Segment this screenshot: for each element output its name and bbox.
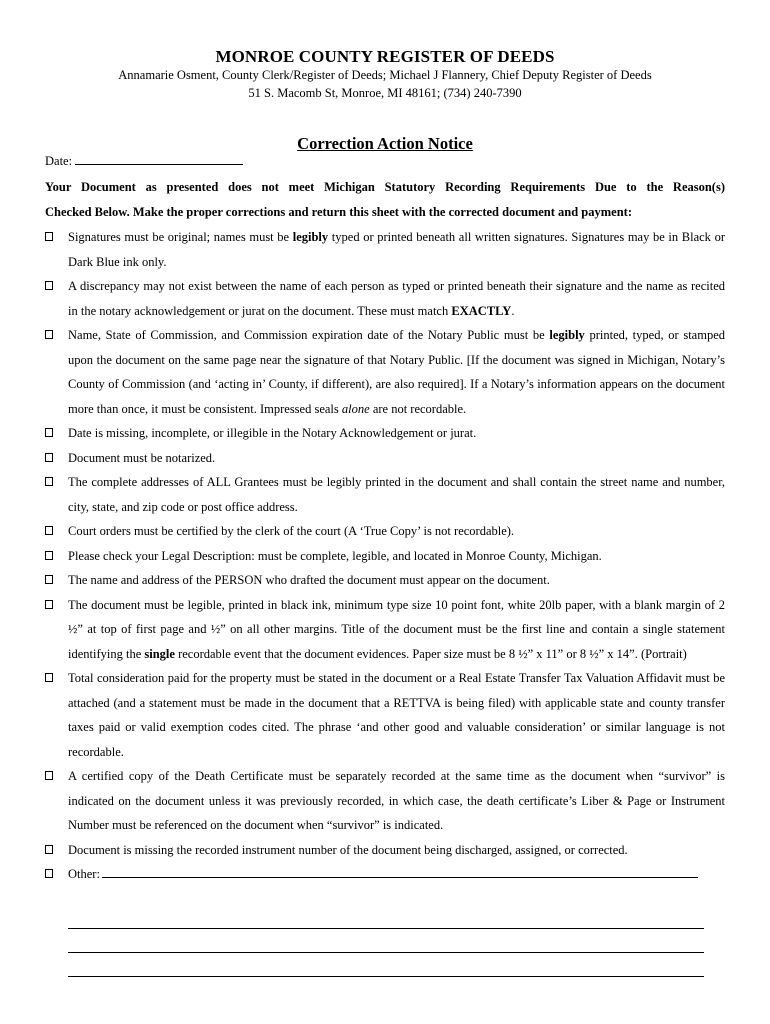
checkbox[interactable] xyxy=(45,330,53,339)
checklist-item-missing-instrument-number: Document is missing the recorded instrument number of the document being discharged, assigned, or corrected. xyxy=(45,838,725,863)
checklist-item-notary-info: Name, State of Commission, and Commission expiration date of the Notary Public must be legibly printed, typed, or stamped upon the document on the same page near the signature of that Notary Public. [If the document was signed in Michigan, Notary’s County of Commission (and ‘acting in’ County, if different), are also required]. If a Notary’s information appears on the document more than once, it must be consistent. Impressed seals alone are not recordable. xyxy=(45,323,725,421)
checkbox[interactable] xyxy=(45,673,53,682)
other-field[interactable] xyxy=(102,867,698,878)
checkbox[interactable] xyxy=(45,869,53,878)
notice-title: Correction Action Notice xyxy=(297,134,473,153)
checkbox[interactable] xyxy=(45,428,53,437)
date-field[interactable] xyxy=(75,154,243,165)
checklist-item-name-discrepancy: A discrepancy may not exist between the name of each person as typed or printed beneath their signature and the name as recited in the notary acknowledgement or jurat on the document. These must match EXACTLY. xyxy=(45,274,725,323)
checklist-item-notarized: Document must be notarized. xyxy=(45,446,725,471)
checklist-item-date-missing: Date is missing, incomplete, or illegible in the Notary Acknowledgement or jurat. xyxy=(45,421,725,446)
office-title: MONROE COUNTY REGISTER OF DEEDS xyxy=(215,47,555,66)
checklist-item-death-certificate: A certified copy of the Death Certificate must be separately recorded at the same time as the document when “survivor” is indicated on the document unless it was previously recorded, in which case, the death certificate’s Liber & Page or Instrument Number must be referenced on the document when “survivor” is indicated. xyxy=(45,764,725,838)
date-label: Date: xyxy=(45,154,73,168)
checklist-item-signatures: Signatures must be original; names must be legibly typed or printed beneath all written signatures. Signatures may be in Black or Dark Blue ink only. xyxy=(45,225,725,274)
checklist-item-consideration: Total consideration paid for the property must be stated in the document or a Real Estate Transfer Tax Valuation Affidavit must be attached (and a statement must be made in the document that a RETTVA is being filed) with applicable state and county transfer taxes paid or valid exemption codes cited. The phrase ‘and other good and valuable consideration’ or similar language is not recordable. xyxy=(45,666,725,764)
checkbox[interactable] xyxy=(45,526,53,535)
checkbox[interactable] xyxy=(45,232,53,241)
checkbox[interactable] xyxy=(45,771,53,780)
other-continuation-line[interactable] xyxy=(68,928,704,929)
intro-line-2: Checked Below. Make the proper corrections and return this sheet with the corrected document and payment: xyxy=(45,205,632,219)
checkbox[interactable] xyxy=(45,477,53,486)
other-continuation-line[interactable] xyxy=(68,976,704,977)
address-line: 51 S. Macomb St, Monroe, MI 48161; (734) 240-7390 xyxy=(248,86,522,100)
reason-checklist xyxy=(45,225,725,887)
checkbox[interactable] xyxy=(45,551,53,560)
checkbox[interactable] xyxy=(45,453,53,462)
checklist-item-court-orders: Court orders must be certified by the clerk of the court (A ‘True Copy’ is not recordable). xyxy=(45,519,725,544)
checklist-item-drafter: The name and address of the PERSON who drafted the document must appear on the document. xyxy=(45,568,725,593)
checkbox[interactable] xyxy=(45,600,53,609)
checkbox[interactable] xyxy=(45,575,53,584)
checklist-item-other xyxy=(45,862,725,887)
checklist-item-grantees: The complete addresses of ALL Grantees must be legibly printed in the document and shall contain the street name and number, city, state, and zip code or post office address. xyxy=(45,470,725,519)
officials-line: Annamarie Osment, County Clerk/Register of Deeds; Michael J Flannery, Chief Deputy Register of Deeds xyxy=(118,68,652,82)
checkbox[interactable] xyxy=(45,281,53,290)
date-row xyxy=(45,154,243,169)
checklist-item-legal-description: Please check your Legal Description: must be complete, legible, and located in Monroe County, Michigan. xyxy=(45,544,725,569)
checkbox[interactable] xyxy=(45,845,53,854)
checklist-item-legibility: The document must be legible, printed in black ink, minimum type size 10 point font, white 20lb paper, with a blank margin of 2 ½” at top of first page and ½” on all other margins. Title of the document must be the first line and contain a single statement identifying the single recordable event that the document evidences. Paper size must be 8 ½” x 11” or 8 ½” x 14”. (Portrait) xyxy=(45,593,725,667)
intro-line-1: Your Document as presented does not meet Michigan Statutory Recording Requirements Due to the Reason(s) xyxy=(45,180,725,194)
other-label: Other: xyxy=(68,867,100,881)
other-continuation-line[interactable] xyxy=(68,952,704,953)
